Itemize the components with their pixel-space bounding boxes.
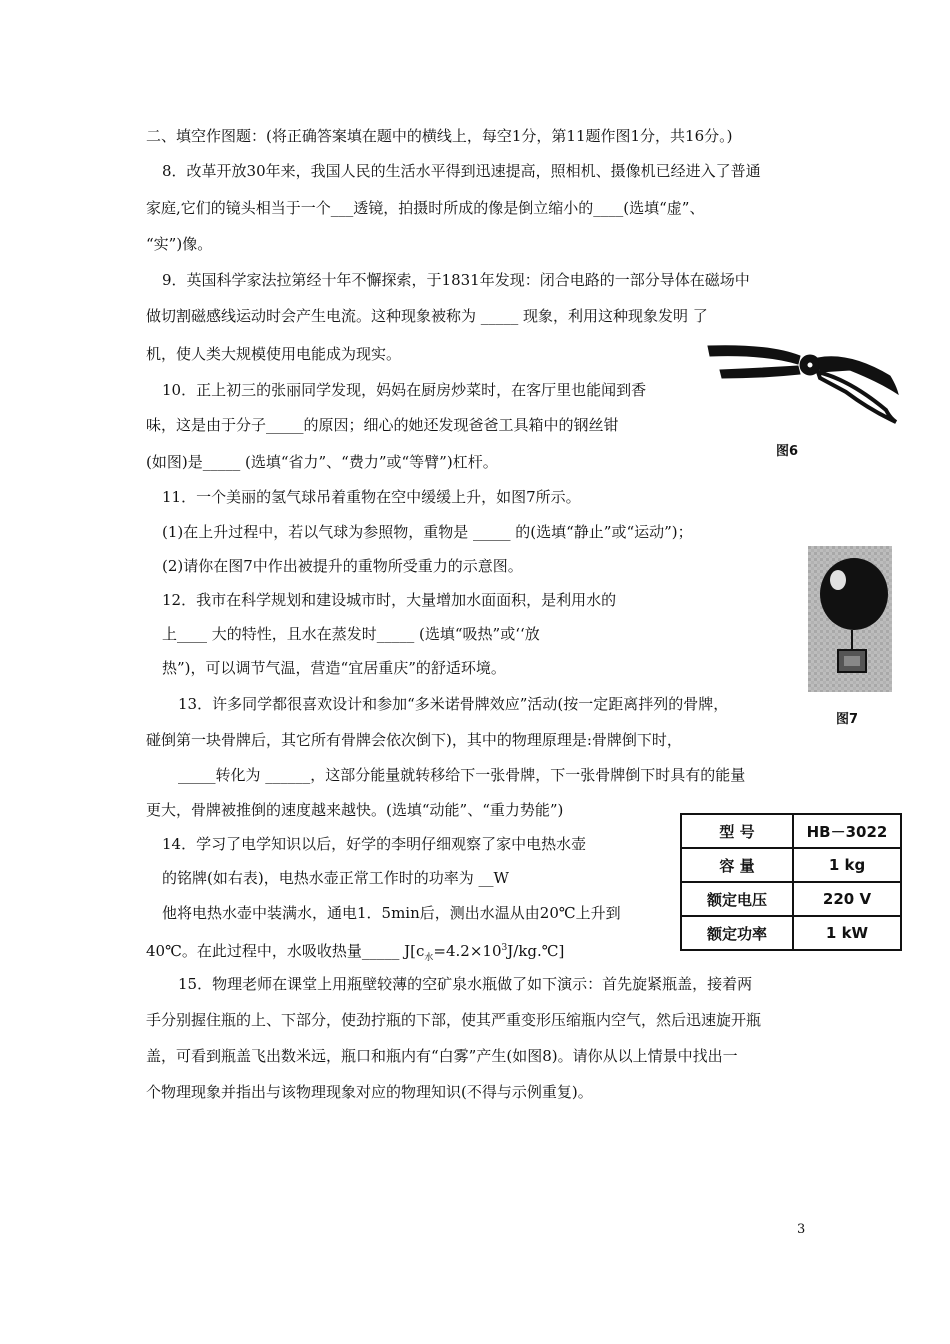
q11-line-2: (1)在上升过程中，若以气球为参照物，重物是 _____ 的(选填“静止”或“运动”)； bbox=[162, 523, 693, 541]
q10-line-3: (如图)是_____ (选填“省力”、“费力”或“等臂”)杠杆。 bbox=[146, 453, 498, 471]
q9-line-2: 做切割磁感线运动时会产生电流。这种现象被称为 _____ 现象，利用这种现象发明 了 bbox=[146, 307, 708, 325]
q14-line-2: 的铭牌(如右表)，电热水壶正常工作时的功率为 __W bbox=[162, 869, 509, 887]
q11-line-1: 11．一个美丽的氢气球吊着重物在空中缓缓上升，如图7所示。 bbox=[162, 488, 581, 506]
q15-line-1: 15．物理老师在课堂上用瓶壁较薄的空矿泉水瓶做了如下演示：首先旋紧瓶盖，接着两 bbox=[178, 975, 753, 993]
q14-line-3: 他将电热水壶中装满水，通电1．5min后，测出水温从由20℃上升到 bbox=[162, 904, 621, 922]
exponent-superscript: 3 bbox=[501, 943, 508, 953]
pliers-figure bbox=[700, 330, 906, 430]
spec-key: 额定电压 bbox=[681, 882, 793, 916]
q15-line-4: 个物理现象并指出与该物理现象对应的物理知识(不得与示例重复)。 bbox=[146, 1083, 593, 1101]
spec-key: 额定功率 bbox=[681, 916, 793, 950]
q14-line-4-value: =4.2×10 bbox=[433, 942, 502, 960]
spec-value: 220 V bbox=[793, 882, 901, 916]
spec-value: 1 kW bbox=[793, 916, 901, 950]
spec-key: 型 号 bbox=[681, 814, 793, 848]
balloon-figure bbox=[808, 546, 892, 692]
kettle-spec-table bbox=[680, 813, 902, 951]
q8-line-3: “实”)像。 bbox=[146, 235, 213, 253]
q11-line-3: (2)请你在图7中作出被提升的重物所受重力的示意图。 bbox=[162, 557, 523, 575]
q9-line-3: 机，使人类大规模使用电能成为现实。 bbox=[146, 345, 402, 363]
q15-line-2: 手分别握住瓶的上、下部分，使劲拧瓶的下部，使其严重变形压缩瓶内空气，然后迅速旋开瓶 bbox=[146, 1011, 762, 1029]
figure-7-caption: 图7 bbox=[836, 712, 859, 727]
q15-line-3: 盖，可看到瓶盖飞出数米远，瓶口和瓶内有“白雾”产生(如图8)。请你从以上情景中找出一 bbox=[146, 1047, 738, 1065]
q12-line-1: 12．我市在科学规划和建设城市时，大量增加水面面积，是利用水的 bbox=[162, 591, 617, 609]
table-row bbox=[681, 916, 901, 950]
q13-line-1: 13．许多同学都很喜欢设计和参加“多米诺骨牌效应”活动(按一定距离拌列的骨牌， bbox=[178, 695, 729, 713]
spec-value: 1 kg bbox=[793, 848, 901, 882]
q13-line-3: _____转化为 ______，这部分能量就转移给下一张骨牌，下一张骨牌倒下时具有的能量 bbox=[178, 766, 746, 784]
table-row bbox=[681, 848, 901, 882]
spec-value: HB－3022 bbox=[793, 814, 901, 848]
q10-line-1: 10．正上初三的张丽同学发现，妈妈在厨房炒菜时，在客厅里也能闻到香 bbox=[162, 381, 647, 399]
q13-line-2: 碰倒第一块骨牌后，其它所有骨牌会依次倒下)，其中的物理原理是:骨牌倒下时， bbox=[146, 731, 682, 749]
q8-line-2: 家庭,它们的镜头相当于一个___透镜，拍摄时所成的像是倒立缩小的____(选填“虚”、 bbox=[146, 199, 705, 217]
figure-6-caption: 图6 bbox=[776, 444, 799, 459]
water-subscript: 水 bbox=[424, 953, 434, 963]
page-number: 3 bbox=[797, 1222, 806, 1237]
q10-line-2: 味，这是由于分子_____的原因；细心的她还发现爸爸工具箱中的钢丝钳 bbox=[146, 416, 619, 434]
table-row bbox=[681, 814, 901, 848]
q12-line-3: 热”)，可以调节气温，营造“宜居重庆”的舒适环境。 bbox=[162, 659, 506, 677]
q14-line-1: 14．学习了电学知识以后，好学的李明仔细观察了家中电热水壶 bbox=[162, 835, 587, 853]
table-row bbox=[681, 882, 901, 916]
q12-line-2: 上____ 大的特性，且水在蒸发时_____ (选填“吸热”或‘‘放 bbox=[162, 625, 540, 643]
q13-line-4: 更大，骨牌被推倒的速度越来越快。(选填“动能”、“重力势能”) bbox=[146, 801, 564, 819]
q14-line-4-unit: J/kg.℃] bbox=[507, 942, 565, 960]
q8-line-1: 8．改革开放30年来，我国人民的生活水平得到迅速提高，照相机、摄像机已经进入了普通 bbox=[162, 162, 761, 180]
q14-line-4-text: 40℃。在此过程中，水吸收热量_____ J[c bbox=[146, 942, 425, 960]
spec-key: 容 量 bbox=[681, 848, 793, 882]
q14-line-4 bbox=[146, 938, 564, 968]
section-title: 二、填空作图题：(将正确答案填在题中的横线上，每空1分，第11题作图1分，共16分。) bbox=[146, 127, 733, 145]
q9-line-1: 9．英国科学家法拉第经十年不懈探索，于1831年发现：闭合电路的一部分导体在磁场中 bbox=[162, 271, 750, 289]
